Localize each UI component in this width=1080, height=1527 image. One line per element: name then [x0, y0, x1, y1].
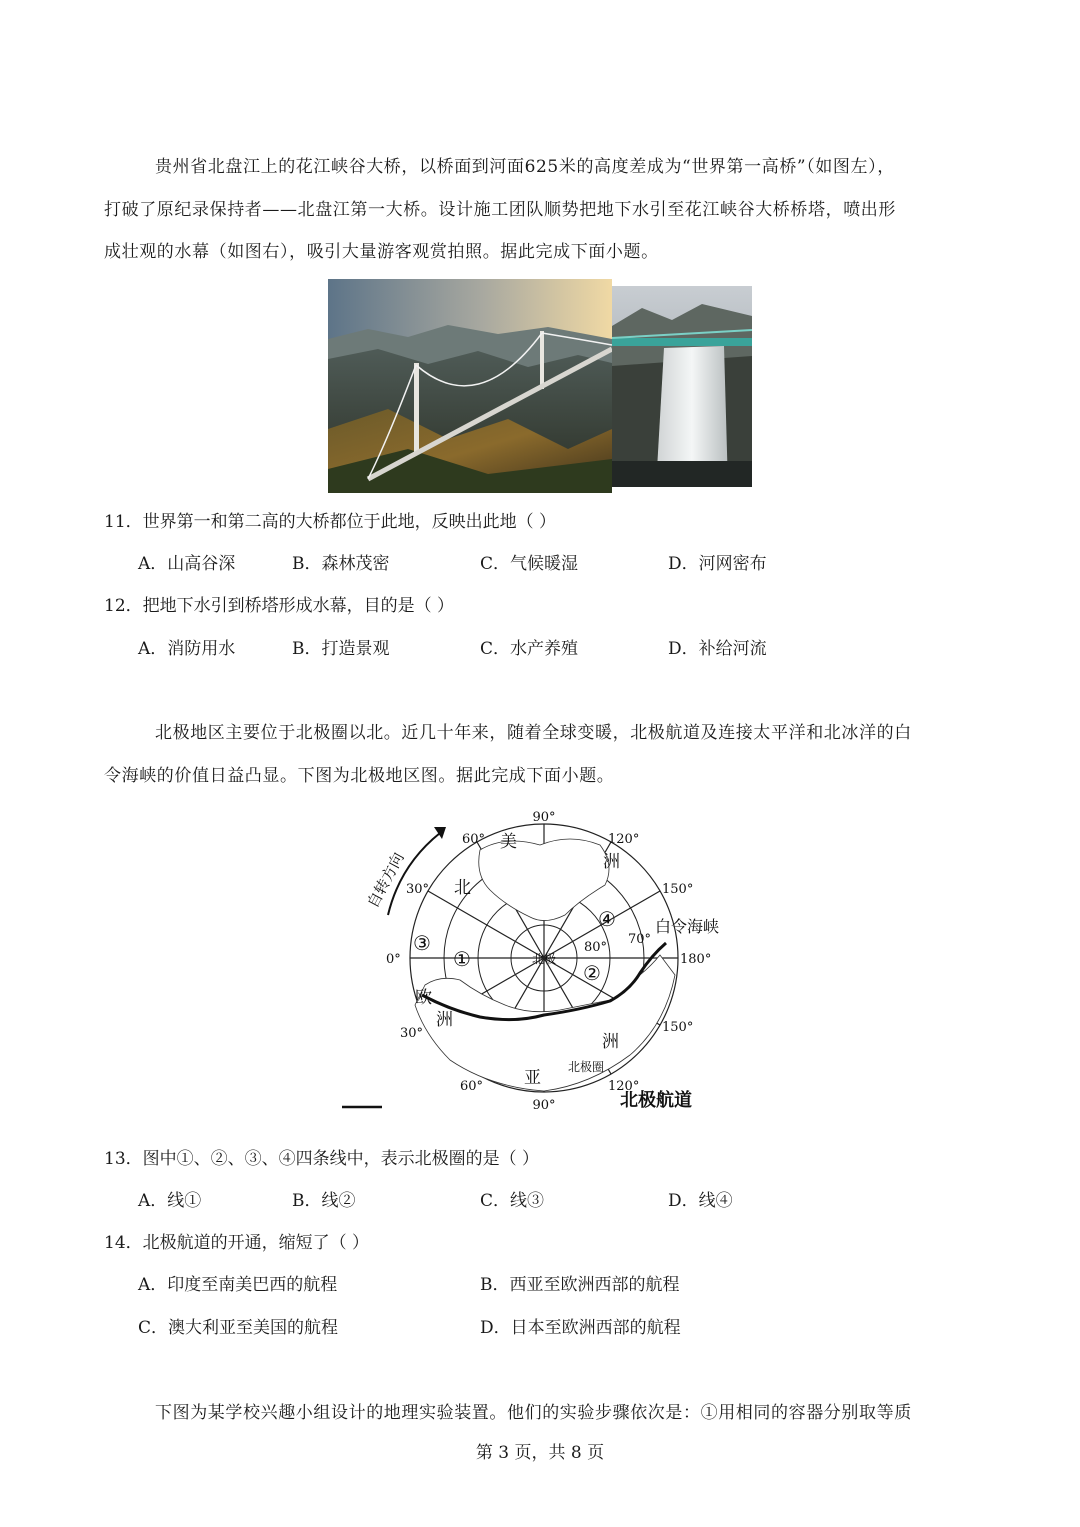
map-ya: 亚: [524, 1068, 541, 1088]
map-deg-30-top: 30°: [406, 882, 430, 897]
map-north-pole: 北极: [531, 952, 557, 966]
q11-option-a[interactable]: A．山高谷深: [138, 554, 236, 574]
map-zhou1: 洲: [603, 852, 620, 872]
map-zhou2: 洲: [436, 1010, 453, 1030]
map-rotation: 自转方向: [363, 849, 408, 911]
q12-option-a[interactable]: A．消防用水: [138, 639, 236, 659]
q14-option-a[interactable]: A．印度至南美巴西的航程: [138, 1275, 338, 1295]
map-arctic-circle: 北极圈: [568, 1060, 605, 1074]
map-deg-150-bot: 150°: [662, 1020, 694, 1035]
q11-option-c[interactable]: C．气候暖湿: [480, 554, 579, 574]
passage1-line2: 打破了原纪录保持者——北盘江第一大桥。设计施工团队顺势把地下水引至花江峡谷大桥桥塔，喷出形: [104, 200, 896, 220]
map-deg-top: 90°: [532, 810, 556, 825]
q11-option-b[interactable]: B．森林茂密: [292, 554, 390, 574]
page-footer: 第 3 页，共 8 页: [475, 1443, 605, 1463]
map-zhou3: 洲: [602, 1032, 619, 1052]
passage1-line1: 贵州省北盘江上的花江峡谷大桥，以桥面到河面625米的高度差成为“世界第一高桥”（如图左），: [155, 157, 895, 177]
map-bei: 北: [454, 878, 471, 898]
map-deg-60-bot: 60°: [460, 1079, 484, 1094]
q13-option-a[interactable]: A．线①: [138, 1191, 202, 1211]
map-deg-120-bot: 120°: [608, 1079, 640, 1094]
map-deg-80: 80°: [584, 940, 608, 955]
map-bering: 白令海峡: [655, 917, 720, 936]
q12-stem: 12．把地下水引到桥塔形成水幕，目的是（ ）: [104, 596, 455, 616]
map-legend: 北极航道: [620, 1090, 692, 1111]
map-deg-0: 0°: [386, 952, 401, 967]
q13-option-c[interactable]: C．线③: [480, 1191, 545, 1211]
passage2-line1: 北极地区主要位于北极圈以北。近几十年来，随着全球变暖，北极航道及连接太平洋和北冰洋的白: [155, 723, 912, 743]
q11-stem: 11．世界第一和第二高的大桥都位于此地，反映出此地（ ）: [104, 512, 557, 532]
map-deg-bottom: 90°: [532, 1098, 556, 1113]
q12-option-b[interactable]: B．打造景观: [292, 639, 390, 659]
bridge-photo: [328, 279, 612, 493]
map-marker-1: ①: [453, 947, 471, 971]
map-marker-4: ④: [598, 907, 616, 931]
map-deg-60-top: 60°: [462, 832, 486, 847]
q12-option-d[interactable]: D．补给河流: [668, 639, 767, 659]
waterfall-photo: [612, 286, 752, 487]
passage1-line3: 成壮观的水幕（如图右），吸引大量游客观赏拍照。据此完成下面小题。: [104, 242, 659, 262]
q11-option-d[interactable]: D．河网密布: [668, 554, 767, 574]
passage3-line1: 下图为某学校兴趣小组设计的地理实验装置。他们的实验步骤依次是：①用相同的容器分别取等质: [155, 1403, 912, 1423]
q14-option-b[interactable]: B．西亚至欧洲西部的航程: [480, 1275, 680, 1295]
passage2-line2: 令海峡的价值日益凸显。下图为北极地区图。据此完成下面小题。: [104, 766, 615, 786]
map-deg-120-top: 120°: [608, 832, 640, 847]
q14-stem: 14．北极航道的开通，缩短了（ ）: [104, 1233, 370, 1253]
q14-option-d[interactable]: D．日本至欧洲西部的航程: [480, 1318, 681, 1338]
map-deg-70: 70°: [628, 932, 652, 947]
q12-option-c[interactable]: C．水产养殖: [480, 639, 579, 659]
map-marker-3: ③: [413, 931, 431, 955]
map-deg-180: 180°: [680, 952, 712, 967]
q13-stem: 13．图中①、②、③、④四条线中，表示北极圈的是（ ）: [104, 1149, 540, 1169]
map-ou: 欧: [415, 988, 432, 1008]
map-marker-2: ②: [583, 961, 601, 985]
map-mei: 美: [500, 832, 517, 852]
map-deg-150-top: 150°: [662, 882, 694, 897]
arctic-map: [330, 805, 750, 1125]
q13-option-b[interactable]: B．线②: [292, 1191, 356, 1211]
map-deg-30-bot: 30°: [400, 1026, 424, 1041]
q13-option-d[interactable]: D．线④: [668, 1191, 733, 1211]
q14-option-c[interactable]: C．澳大利亚至美国的航程: [138, 1318, 339, 1338]
